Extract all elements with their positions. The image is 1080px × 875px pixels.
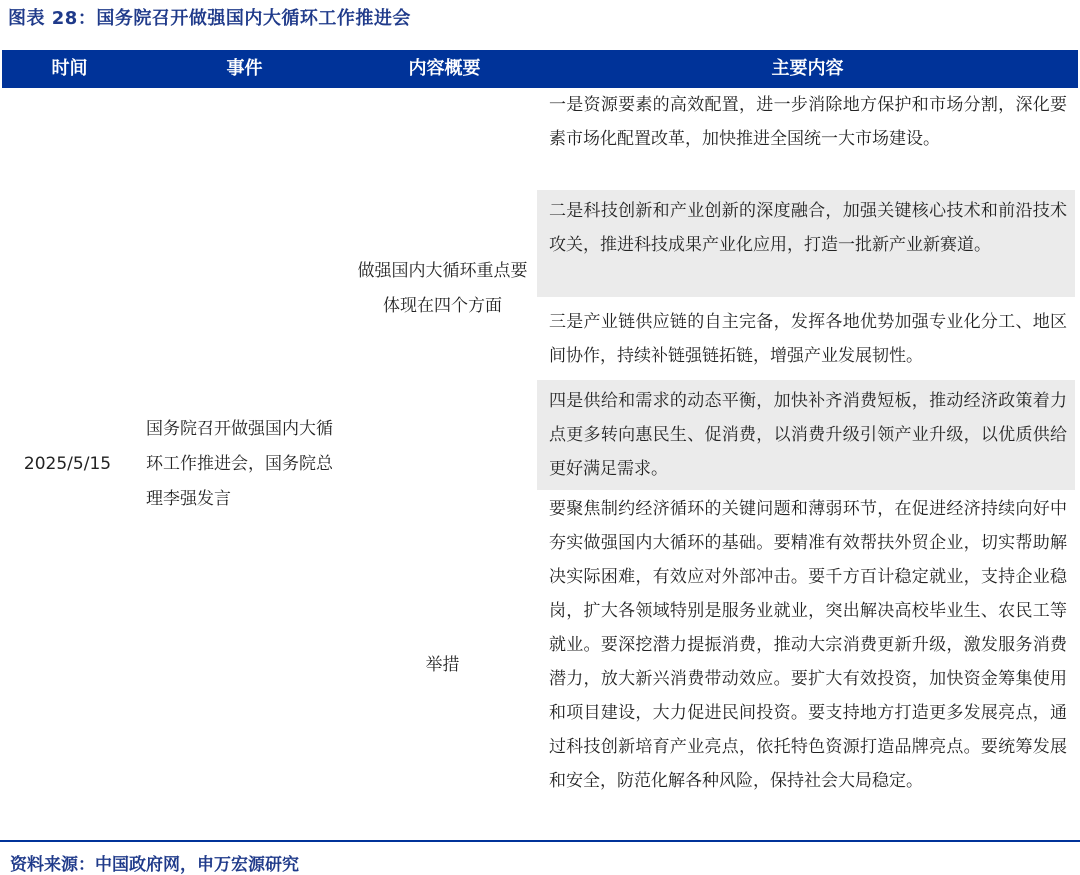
content-row-4: 四是供给和需求的动态平衡，加快补齐消费短板，推动经济政策着力点更多转向惠民生、促消费，以消费升级引领产业升级，以优质供给更好满足需求。 [537, 380, 1075, 490]
figure-title: 图表 28：国务院召开做强国内大循环工作推进会 [8, 8, 411, 29]
content-row-3: 三是产业链供应链的自主完备，发挥各地优势加强专业化分工、地区间协作，持续补链强链拓链，增强产业发展韧性。 [549, 312, 1067, 366]
col-summary: 内容概要 [408, 58, 481, 79]
source-note: 资料来源：中国政府网，申万宏源研究 [10, 855, 299, 875]
cell-time: 2025/5/15 [23, 453, 112, 474]
col-event: 事件 [226, 58, 263, 79]
content-row-5: 要聚焦制约经济循环的关键问题和薄弱环节，在促进经济持续向好中夯实做强国内大循环的基础。要精准有效帮扶外贸企业，切实帮助解决实际困难，有效应对外部冲击。要千方百计稳定就业，支持企业稳岗，扩大各领域特别是服务业就业，突出解决高校毕业生、农民工等就业。要深挖潜力提振消费，推动大宗消费更新升级，激发服务消费潜力，放大新兴消费带动效应。要扩大有效投资，加快资金筹集使用和项目建设，大力促进民间投资。要支持地方打造更多发展亮点，通过科技创新培育产业亮点，依托特色资源打造品牌亮点。要统筹发展和安全，防范化解各种风险，保持社会大局稳定。 [549, 499, 1067, 791]
content-row-1: 一是资源要素的高效配置，进一步消除地方保护和市场分割，深化要素市场化配置改革，加快推进全国统一大市场建设。 [549, 95, 1067, 149]
table-bottom-rule [0, 840, 1080, 842]
col-time: 时间 [51, 58, 88, 79]
cell-event: 国务院召开做强国内大循环工作推进会，国务院总理李强发言 [146, 418, 333, 509]
table-header [2, 50, 1078, 88]
cell-summary-four-aspects: 做强国内大循环重点要体现在四个方面 [357, 261, 528, 316]
cell-summary-measures: 举措 [425, 654, 460, 675]
content-row-2: 二是科技创新和产业创新的深度融合，加强关键核心技术和前沿技术攻关，推进科技成果产业化应用，打造一批新产业新赛道。 [537, 190, 1075, 297]
col-content: 主要内容 [771, 58, 844, 79]
